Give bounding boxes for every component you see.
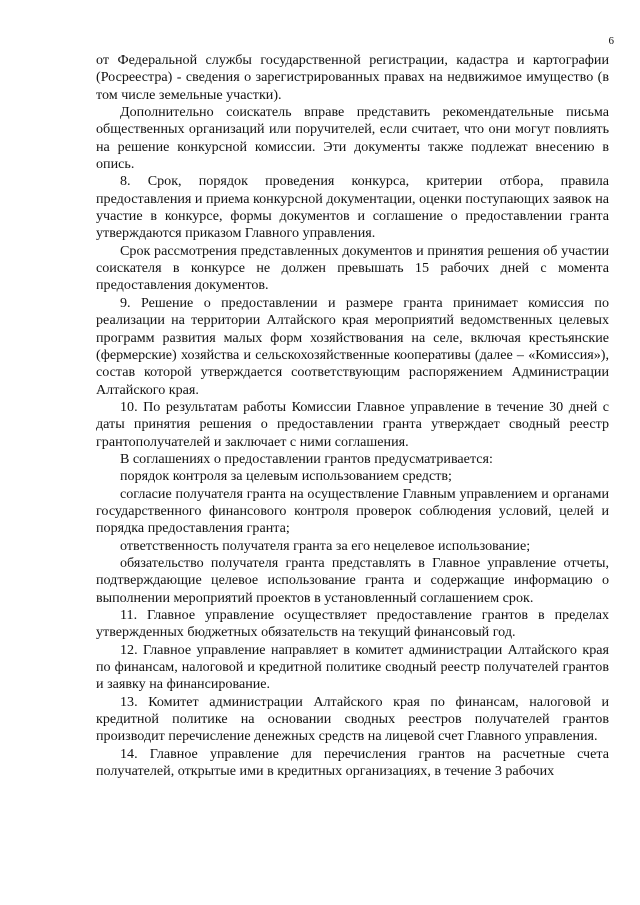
- paragraph-control-procedure: порядок контроля за целевым использованием средств;: [120, 468, 452, 485]
- document-body: [96, 52, 609, 780]
- paragraph-review-deadline: Срок рассмотрения представленных документов и принятия решения об участии соискателя в конкурсе не должен превышать 15 рабочих дней с момента предоставления документов.: [96, 242, 609, 294]
- paragraph-item-9: 9. Решение о предоставлении и размере гранта принимает комиссия по реализации на территории Алтайского края мероприятий ведомственных целевых программ развития малых форм хозяйствования на селе, включая крестьянские (фермерские) хозяйства и сельскохозяйственные кооперативы (далее – «Комиссия»), состав которой утверждается соответствующим распоряжением Администрации Алтайского края.: [96, 294, 609, 398]
- paragraph-reporting-obligation: обязательство получателя гранта представлять в Главное управление отчеты, подтверждающие целевое использование гранта и содержащие информацию о выполнении мероприятий проектов в установленный соглашением срок.: [96, 554, 609, 606]
- paragraph-agreements-intro: В соглашениях о предоставлении грантов предусматривается:: [120, 450, 493, 467]
- paragraph-rosreestr-continuation: от Федеральной службы государственной регистрации, кадастра и картографии (Росреестра) - сведения о зарегистрированных правах на недвижимое имущество (в том числе земельные участки).: [96, 52, 609, 103]
- paragraph-responsibility: ответственность получателя гранта за его нецелевое использование;: [120, 537, 531, 554]
- page-number: 6: [608, 35, 614, 47]
- paragraph-recommendation-letters: Дополнительно соискатель вправе представить рекомендательные письма общественных организаций или поручителей, если считает, что они могут повлиять на решение конкурсной комиссии. Эти документы также подлежат внесению в опись.: [96, 104, 609, 173]
- paragraph-item-11: 11. Главное управление осуществляет предоставление грантов в пределах утвержденных бюджетных обязательств на текущий финансовый год.: [96, 607, 609, 641]
- paragraph-item-14: 14. Главное управление для перечисления грантов на расчетные счета получателей, открытые ими в кредитных организациях, в течение 3 рабочих: [96, 745, 609, 780]
- paragraph-item-8: 8. Срок, порядок проведения конкурса, критерии отбора, правила предоставления и приема конкурсной документации, оценки поступающих заявок на участие в конкурсе, формы документов и соглашение о предоставлении гранта утверждаются приказом Главного управления.: [96, 173, 609, 242]
- paragraph-item-13: 13. Комитет администрации Алтайского края по финансам, налоговой и кредитной политике на основании сводных реестров получателей грантов производит перечисление денежных средств на лицевой счет Главного управления.: [96, 693, 609, 745]
- paragraph-inspection-consent: согласие получателя гранта на осуществление Главным управлением и органами государственного финансового контроля проверок соблюдения условий, целей и порядка предоставления гранта;: [96, 485, 609, 537]
- paragraph-item-12: 12. Главное управление направляет в комитет администрации Алтайского края по финансам, налоговой и кредитной политике сводный реестр получателей грантов и заявку на финансирование.: [96, 641, 609, 693]
- paragraph-item-10: 10. По результатам работы Комиссии Главное управление в течение 30 дней с даты принятия решения о предоставлении гранта утверждает сводный реестр грантополучателей и заключает с ними соглашения.: [96, 398, 609, 450]
